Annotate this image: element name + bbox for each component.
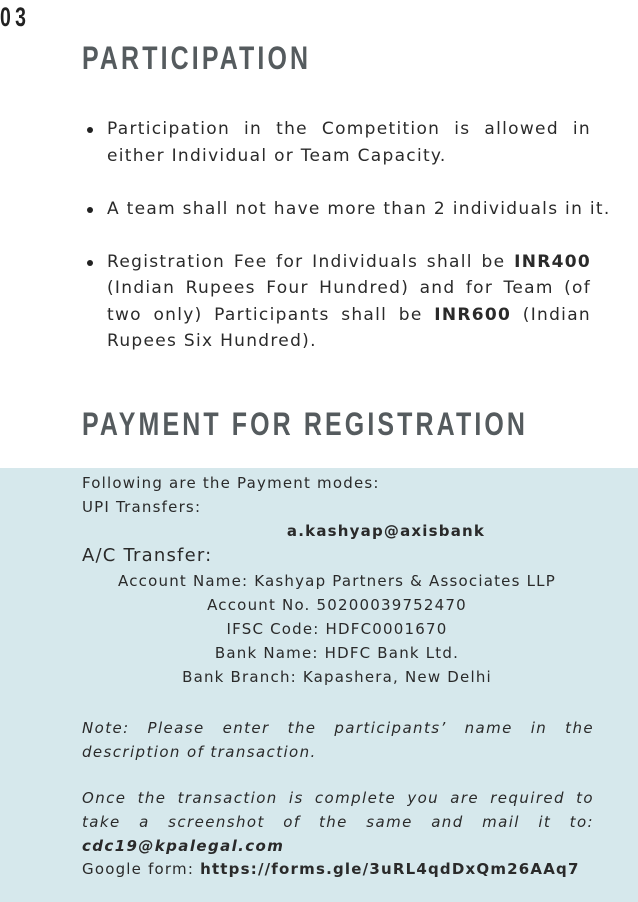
upi-id: a.kashyap@axisbank xyxy=(286,522,486,540)
participation-heading: PARTICIPATION xyxy=(82,40,312,76)
bank-name: Bank Name: HDFC Bank Ltd. xyxy=(214,644,460,662)
list-item: A team shall not have more than 2 individuals in it. xyxy=(86,196,591,223)
list-item: Participation in the Competition is allowed in either Individual or Team Capacity. xyxy=(86,116,591,169)
account-number: Account No. 50200039752470 xyxy=(207,596,467,614)
google-form-line xyxy=(82,860,592,878)
upi-label: UPI Transfers: xyxy=(82,498,202,516)
instruction-text xyxy=(82,786,594,858)
bank-branch: Bank Branch: Kapashera, New Delhi xyxy=(182,668,492,686)
google-form-link[interactable]: https://forms.gle/3uRL4qdDxQm26AAq7 xyxy=(200,860,580,878)
fee-text-1: Registration Fee for Individuals shall be xyxy=(107,251,515,272)
fee-text-3: (Indian Rupees Six Hundred). xyxy=(107,304,591,351)
fee-team: INR600 xyxy=(434,304,512,325)
payment-panel xyxy=(0,468,638,902)
account-name: Account Name: Kashyap Partners & Associates LLP xyxy=(118,572,556,590)
ac-transfer-label: A/C Transfer: xyxy=(82,545,213,566)
fee-text-2: (Indian Rupees Four Hundred) and for Team (of two only) Participants shall be xyxy=(107,278,591,325)
payment-heading: PAYMENT FOR REGISTRATION xyxy=(82,406,529,442)
payment-intro: Following are the Payment modes: xyxy=(82,474,380,492)
participation-list xyxy=(86,116,611,355)
contact-email[interactable]: cdc19@kpalegal.com xyxy=(82,837,285,855)
list-item xyxy=(86,249,591,355)
ifsc-code: IFSC Code: HDFC0001670 xyxy=(226,620,448,638)
fee-individual: INR400 xyxy=(514,251,591,272)
instruction-body: Once the transaction is complete you are required to take a screenshot of the same and mail it to: xyxy=(82,789,594,831)
note-text: Note: Please enter the participants’ name in the description of transaction. xyxy=(82,719,594,761)
page-number: 03 xyxy=(0,2,31,32)
google-form-label: Google form: xyxy=(82,860,201,878)
